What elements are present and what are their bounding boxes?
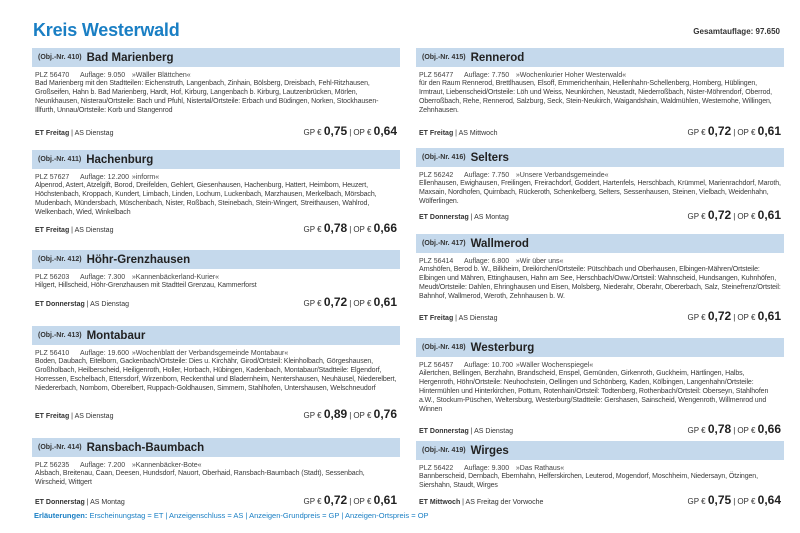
card-rennerod [416,48,784,138]
circulation: Auflage: 12.200 [79,174,129,181]
prices [304,407,397,421]
deadline: AS Freitag der Vorwoche [465,499,544,506]
deadline: AS Mittwoch [458,130,498,137]
op-value: 0,64 [373,124,397,138]
gp-value: 0,72 [707,124,732,138]
prices [304,124,397,138]
towns-list: Ailertchen, Bellingen, Berzhahn, Brandscheid, Enspel, Gemünden, Girkenroth, Guckheim, Härtlingen, Halbs, Hergenroth, Höhn/Ortsteile: Neuhochstein, Oellingen und Schönberg, Kaden, Kölbingen, Langenhahn/Ortsteile: Hintermühlen und Hinterkirchen, Pottum, Rotenhain/Ortsteil: Todtenberg, Rothenbach/Ortsteil: Oberseyn, Stahlhofen a.W., Stockum-Püschen, Weltersburg, Westerburg/Stadtteile: Gershasen, Sainscheid, Wengenroth, Willmenrod und Winnen [419,370,769,413]
paper-name: »Wochenblatt der Verbandsgemeinde Montabaur« [131,350,289,357]
gp-prefix: GP € [303,497,322,506]
postal-code: PLZ 56457 [419,362,454,369]
card-meta [32,71,400,80]
gp-value: 0,72 [323,295,348,309]
gp-value: 0,72 [323,493,348,507]
issue-day: ET Freitag [35,413,70,420]
card-header [32,326,400,345]
legend [34,511,429,520]
prices [688,493,781,507]
gp-value: 0,72 [707,309,732,323]
paper-name: »Wir über uns« [515,258,564,265]
price-separator: | [349,225,352,234]
gp-prefix: GP € [687,426,706,435]
card-meta [416,361,784,370]
gp-value: 0,75 [323,124,348,138]
circulation: Auflage: 7.200 [79,462,126,469]
object-number: (Obj.-Nr. 413) [38,332,82,339]
circulation: Auflage: 19.600 [79,350,129,357]
card-title: Rennerod [470,51,525,64]
postal-code: PLZ 56470 [35,72,70,79]
card-meta [32,349,400,358]
prices [688,309,781,323]
total-circulation: Gesamtauflage: 97.650 [693,27,780,36]
issue-day: ET Freitag [419,315,454,322]
price-separator: | [349,411,352,420]
circulation: Auflage: 6.800 [463,258,510,265]
paper-name: »Wochenkurier Hoher Westerwald« [515,72,627,79]
card-westerburg [416,338,784,438]
op-prefix: OP € [737,497,756,506]
issue-day: ET Donnerstag [419,428,469,435]
card-ransbach-baumbach [32,438,400,510]
gp-value: 0,78 [707,422,732,436]
card-header [416,338,784,357]
card-meta [32,273,400,282]
op-prefix: OP € [353,411,372,420]
circulation: Auflage: 7.750 [463,72,510,79]
schedule: ET Donnerstag | AS Montag [419,214,509,221]
card-meta [416,171,784,180]
object-number: (Obj.-Nr. 419) [422,447,466,454]
card-header [416,148,784,167]
paper-name: »Wäller Blättchen« [131,72,191,79]
prices [304,295,397,309]
schedule: ET Freitag | AS Mittwoch [419,130,498,137]
card-footer [35,295,397,309]
postal-code: PLZ 56414 [419,258,454,265]
card-header [416,234,784,253]
schedule: ET Freitag | AS Dienstag [419,315,498,322]
card-meta [416,464,784,473]
op-prefix: OP € [737,128,756,137]
op-prefix: OP € [353,225,372,234]
prices [688,422,781,436]
gp-value: 0,89 [323,407,348,421]
card-footer [419,208,781,222]
schedule: ET Donnerstag | AS Dienstag [419,428,514,435]
towns-list: Arnshöfen, Berod b. W., Bilkheim, Dreikirchen/Ortsteile: Pütschbach und Oberhausen, Elbingen-Mähren/Ortsteile: Elbingen und Mähren, Ettinghausen, Hahn am See, Herschbach/Oww./Ortsteil: Wahnscheid, Hundsangen, Kuhnhöfen, Meudt/Ortsteile: Dahlen, Ehringhausen und Eisen, Molsberg, Niederahr, Oberahr, Obererbach, Salz, Steinefrenz/Ortsteil: Bahnhof, Wallmerod, Weroth, Zehnhausen b. W. [419,266,781,300]
page-title: Kreis Westerwald [33,20,180,40]
card-title: Hachenburg [86,153,154,166]
prices [304,221,397,235]
card-title: Bad Marienberg [86,51,174,64]
card-title: Höhr-Grenzhausen [86,253,191,266]
card-footer [419,309,781,323]
price-separator: | [733,313,736,322]
towns-list: Ellenhausen, Ewighausen, Freilingen, Freirachdorf, Goddert, Hartenfels, Herschbach, Krümmel, Marienrachdorf, Maroth, Maxsain, Nordhofen, Quirnbach, Rückeroth, Schenkelberg, Selters, Sessenhausen, Steinen, Vielbach, Weidenhahn, Wölferlingen. [419,180,781,205]
gp-prefix: GP € [687,313,706,322]
price-separator: | [733,212,736,221]
circulation: Auflage: 9.050 [79,72,126,79]
card-header [416,441,784,460]
towns-list: Alsbach, Breitenau, Caan, Deesen, Hundsdorf, Nauort, Oberhaid, Ransbach-Baumbach (Stadt), Sessenbach, Wirscheid, Wittgert [35,470,365,486]
towns-list: Hilgert, Hillscheid, Höhr-Grenzhausen mit Stadtteil Grenzau, Kammerforst [35,282,257,289]
postal-code: PLZ 57627 [35,174,70,181]
op-value: 0,66 [757,422,781,436]
gp-prefix: GP € [687,128,706,137]
card-montabaur [32,326,400,426]
card-selters [416,148,784,228]
price-separator: | [733,497,736,506]
issue-day: ET Freitag [419,130,454,137]
legend-text: Erscheinungstag = ET | Anzeigenschluss = AS | Anzeigen-Grundpreis = GP | Anzeigen-Ortspreis = OP [89,511,429,520]
issue-day: ET Donnerstag [35,301,85,308]
postal-code: PLZ 56410 [35,350,70,357]
op-value: 0,64 [757,493,781,507]
deadline: AS Dienstag [458,315,498,322]
card-meta [416,257,784,266]
deadline: AS Dienstag [90,301,130,308]
schedule: ET Freitag | AS Dienstag [35,130,114,137]
circulation: Auflage: 9.300 [463,465,510,472]
op-prefix: OP € [737,426,756,435]
gp-prefix: GP € [303,411,322,420]
issue-day: ET Donnerstag [419,214,469,221]
deadline: AS Dienstag [474,428,514,435]
card-header [32,150,400,169]
object-number: (Obj.-Nr. 410) [38,54,82,61]
schedule: ET Freitag | AS Dienstag [35,413,114,420]
card-header [416,48,784,67]
object-number: (Obj.-Nr. 414) [38,444,82,451]
schedule: ET Mittwoch | AS Freitag der Vorwoche [419,499,544,506]
price-separator: | [733,128,736,137]
towns-list: Bad Marienberg mit den Stadtteilen: Eichenstruth, Langenbach, Zinhain, Bölsberg, Dreisbach, Fehl-Ritzhausen, Großseifen, Hahn b. Bad Marienberg, Hardt, Hof, Kirburg, Langenbach b. Kirburg, Lautzenbrücken, Mörlen, Neunkhausen, Nisterau/Ortsteile: Bach und Pfuhl, Nistertal/Ortsteile: Erbach und Büdingen, Norken, Stockhausen-Illfurth, Unnau/Ortsteile: Korb und Stangenrod [35,80,379,114]
price-separator: | [349,299,352,308]
paper-name: »Wäller Wochenspiegel« [515,362,594,369]
price-separator: | [733,426,736,435]
schedule: ET Donnerstag | AS Dienstag [35,301,130,308]
card-bad-marienberg [32,48,400,138]
postal-code: PLZ 56242 [419,172,454,179]
card-header [32,438,400,457]
card-header [32,250,400,269]
card-title: Selters [470,151,509,164]
towns-list: Boden, Daubach, Eitelborn, Gackenbach/Ortsteile: Dies u. Kirchähr, Girod/Ortsteil: Kleinholbach, Görgeshausen, Großholbach, Heilberscheid, Heiligenroth, Holler, Horbach, Hübingen, Kadenbach, Montabaur/Stadtteile: Elgendorf, Horressen, Eschelbach, Ettersdorf, Wirzenborn, Reckenthal und Bladernheim, Nentershausen, Neuhäusel, Niederelbert, Niedererbach, Nomborn, Oberelbert, Ruppach-Goldhausen, Simmern, Stahlhofen, Untershausen, Welschneudorf [35,358,397,392]
postal-code: PLZ 56203 [35,274,70,281]
card-title: Ransbach-Baumbach [86,441,205,454]
op-prefix: OP € [737,212,756,221]
gp-value: 0,75 [707,493,732,507]
deadline: AS Montag [474,214,509,221]
card-title: Wirges [470,444,509,457]
gp-prefix: GP € [303,299,322,308]
circulation: Auflage: 7.750 [463,172,510,179]
gp-prefix: GP € [687,212,706,221]
card-meta [32,461,400,470]
op-prefix: OP € [353,299,372,308]
circulation: Auflage: 7.300 [79,274,126,281]
op-value: 0,61 [373,295,397,309]
paper-name: »Das Rathaus« [515,465,565,472]
card-footer [419,493,781,507]
towns-list: Bannberscheid, Dernbach, Ebernhahn, Helferskirchen, Leuterod, Mogendorf, Moschheim, Niedersayn, Ötzingen, Siershahn, Staudt, Wirges [419,473,758,489]
card-hoehr-grenzhausen [32,250,400,312]
object-number: (Obj.-Nr. 417) [422,240,466,247]
card-title: Montabaur [86,329,146,342]
paper-name: »inform« [131,174,160,181]
op-value: 0,61 [757,124,781,138]
schedule: ET Freitag | AS Dienstag [35,227,114,234]
gp-value: 0,78 [323,221,348,235]
object-number: (Obj.-Nr. 418) [422,344,466,351]
card-meta [416,71,784,80]
card-footer [35,493,397,507]
issue-day: ET Freitag [35,130,70,137]
object-number: (Obj.-Nr. 411) [38,156,82,163]
postal-code: PLZ 56477 [419,72,454,79]
card-footer [419,124,781,138]
gp-value: 0,72 [707,208,732,222]
postal-code: PLZ 56422 [419,465,454,472]
card-meta [32,173,400,182]
card-footer [35,407,397,421]
op-value: 0,61 [757,208,781,222]
issue-day: ET Mittwoch [419,499,461,506]
card-wallmerod [416,234,784,324]
issue-day: ET Donnerstag [35,499,85,506]
towns-list: Alpenrod, Astert, Atzelgift, Borod, Dreifelden, Gehlert, Giesenhausen, Hachenburg, Hattert, Heimborn, Heuzert, Höchstenbach, Kroppach, Kundert, Limbach, Linden, Lochum, Luckenbach, Marzhausen, Merkelbach, Mörsbach, Mudenbach, Mündersbach, Müschenbach, Nister, Roßbach, Steinebach, Stein-Wingert, Streithausen, Wahlrod, Welkenbach, Wied, Winkelbach [35,182,377,216]
card-header [32,48,400,67]
gp-prefix: GP € [303,225,322,234]
gp-prefix: GP € [687,497,706,506]
card-wirges [416,441,784,507]
issue-day: ET Freitag [35,227,70,234]
price-separator: | [349,497,352,506]
prices [688,124,781,138]
op-value: 0,66 [373,221,397,235]
paper-name: »Kannenbäcker-Bote« [131,462,202,469]
paper-name: »Unsere Verbandsgemeinde« [515,172,609,179]
card-footer [419,422,781,436]
card-hachenburg [32,150,400,238]
deadline: AS Dienstag [74,413,114,420]
gp-prefix: GP € [303,128,322,137]
legend-heading: Erläuterungen: [34,511,88,520]
object-number: (Obj.-Nr. 415) [422,54,466,61]
circulation: Auflage: 10.700 [463,362,513,369]
object-number: (Obj.-Nr. 412) [38,256,82,263]
deadline: AS Dienstag [74,227,114,234]
op-value: 0,61 [373,493,397,507]
op-value: 0,76 [373,407,397,421]
prices [304,493,397,507]
card-footer [35,221,397,235]
paper-name: »Kannenbäckerland-Kurier« [131,274,220,281]
op-value: 0,61 [757,309,781,323]
op-prefix: OP € [353,497,372,506]
postal-code: PLZ 56235 [35,462,70,469]
card-title: Westerburg [470,341,535,354]
price-separator: | [349,128,352,137]
op-prefix: OP € [737,313,756,322]
object-number: (Obj.-Nr. 416) [422,154,466,161]
prices [688,208,781,222]
op-prefix: OP € [353,128,372,137]
card-footer [35,124,397,138]
schedule: ET Donnerstag | AS Montag [35,499,125,506]
deadline: AS Montag [90,499,125,506]
deadline: AS Dienstag [74,130,114,137]
card-title: Wallmerod [470,237,529,250]
towns-list: für den Raum Rennerod, Brettlhausen, Elsoff, Emmerichenhain, Hellenhahn-Schellenberg, Homberg, Hüblingen, Irmtraut, Liebenscheid/Ortsteile: Löh und Weiss, Neunkirchen, Neustadt, Niederroßbach, Nister-Möhrendorf, Oberrod, Oberroßbach, Rehe, Rennerod, Salzburg, Seck, Stein-Neukirch, Waigandshain, Waldmühlen, Westernohe, Willingen, Zehnhausen. [419,80,773,114]
